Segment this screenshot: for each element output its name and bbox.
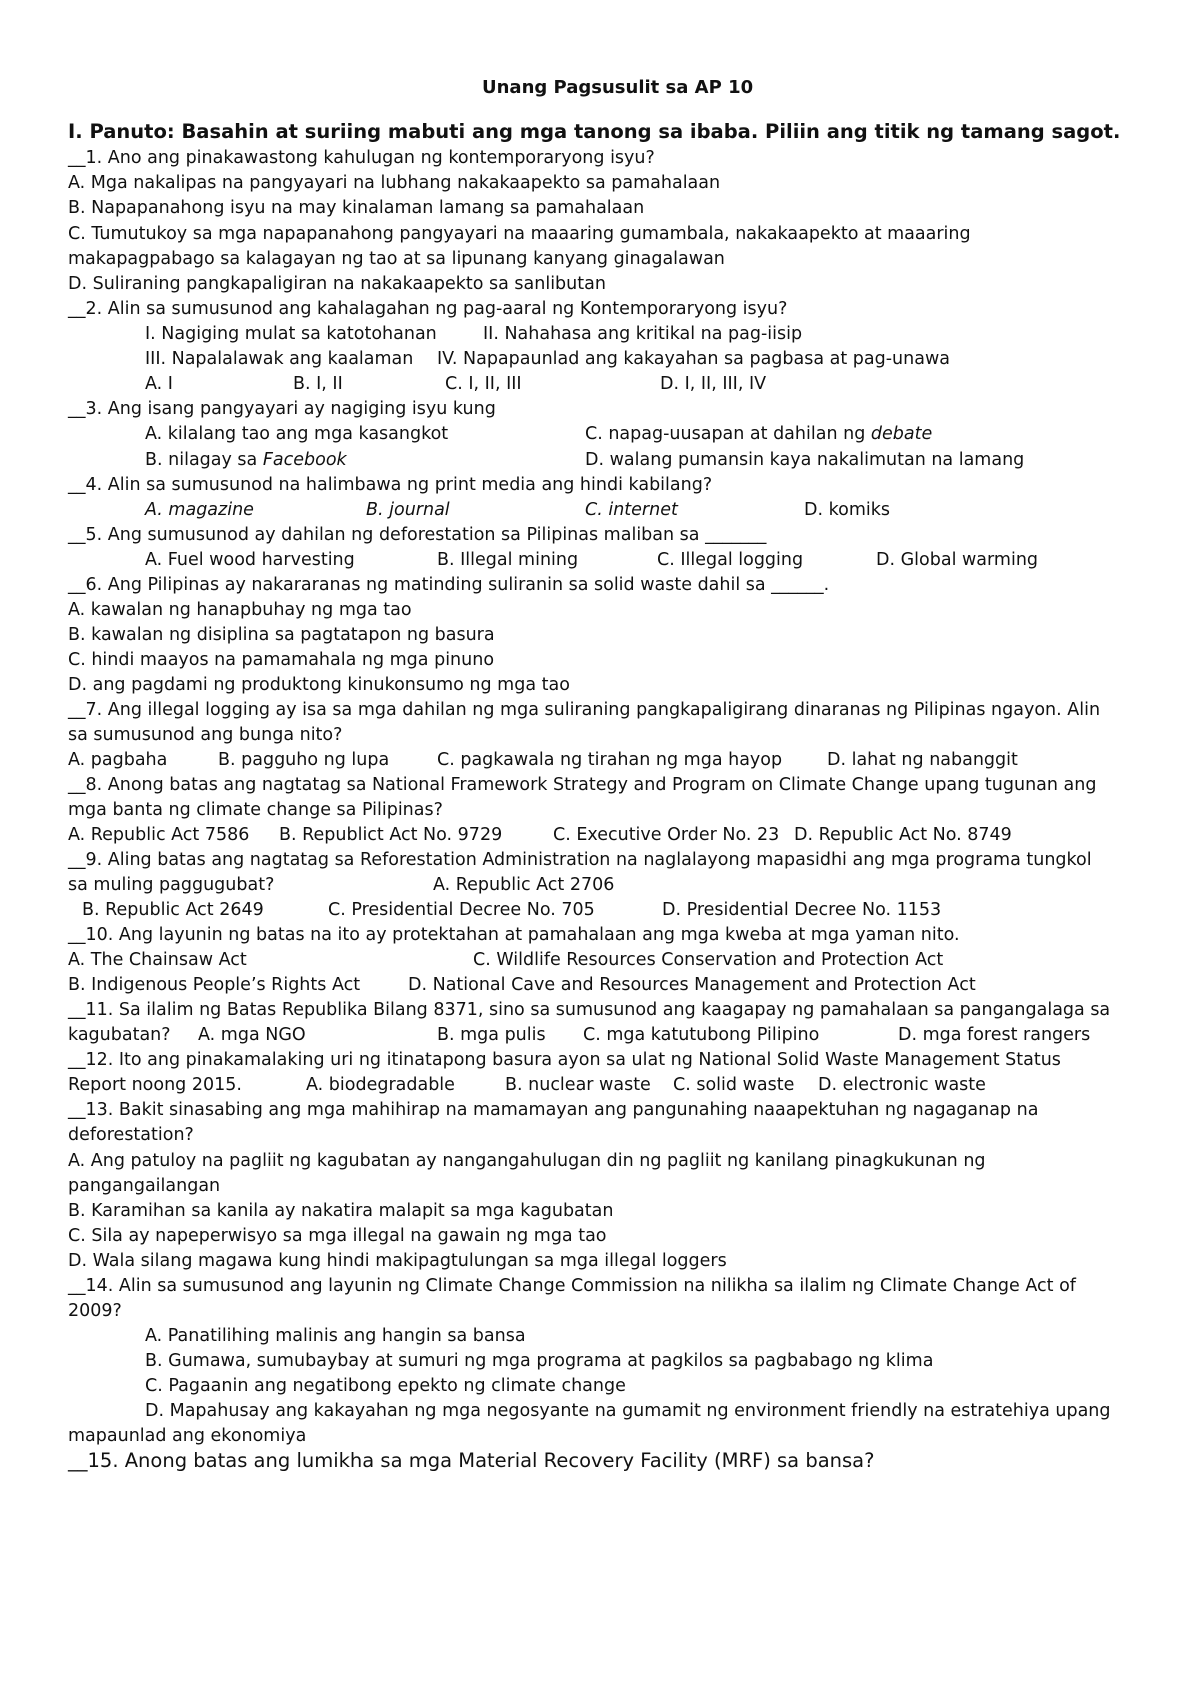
- question-11-cont: kagubatan?: [68, 1025, 171, 1045]
- question-13: __13. Bakit sinasabing ang mga mahihirap na mamamayan ang pangunahing naaapektuhan ng nagaganap na: [68, 1100, 1039, 1120]
- q2-statement-i: I. Nagiging mulat sa katotohanan: [145, 324, 437, 344]
- q8-choice-a: A. Republic Act 7586: [68, 825, 250, 845]
- q7-choice-a: A. pagbaha: [68, 750, 168, 770]
- q2-statement-iii: III. Napalalawak ang kaalaman: [145, 349, 414, 369]
- q9-choice-a: A. Republic Act 2706: [433, 875, 615, 895]
- q5-choice-a: A. Fuel wood harvesting: [145, 550, 355, 570]
- question-6: __6. Ang Pilipinas ay nakararanas ng matinding suliranin sa solid waste dahil sa ______.: [68, 575, 830, 595]
- question-2: __2. Alin sa sumusunod ang kahalagahan ng pag-aaral ng Kontemporaryong isyu?: [68, 299, 788, 319]
- q6-choice-d: D. ang pagdami ng produktong kinukonsumo ng mga tao: [68, 675, 570, 695]
- q1-choice-d: D. Suliraning pangkapaligiran na nakakaapekto sa sanlibutan: [68, 274, 606, 294]
- q5-choice-b: B. Illegal mining: [437, 550, 579, 570]
- q7-choice-d: D. lahat ng nabanggit: [827, 750, 1018, 770]
- q6-choice-b: B. kawalan ng disiplina sa pagtatapon ng basura: [68, 625, 495, 645]
- question-9: __9. Aling batas ang nagtatag sa Reforestation Administration na naglalayong mapasidhi ang mga programa tungkol: [68, 850, 1092, 870]
- q13-choice-a-cont: pangangailangan: [68, 1176, 221, 1196]
- question-14-cont: 2009?: [68, 1301, 122, 1321]
- question-12-cont: Report noong 2015.: [68, 1075, 242, 1095]
- q2-statement-ii: II. Nahahasa ang kritikal na pag-iisip: [483, 324, 803, 344]
- q14-choice-d-cont: mapaunlad ang ekonomiya: [68, 1426, 307, 1446]
- question-9-cont: sa muling paggugubat?: [68, 875, 275, 895]
- q3-choice-a: A. kilalang tao ang mga kasangkot: [145, 424, 449, 444]
- q11-choice-a: A. mga NGO: [198, 1025, 306, 1045]
- q1-choice-c-cont: makapagpabago sa kalagayan ng tao at sa lipunang kanyang ginagalawan: [68, 249, 725, 269]
- question-8: __8. Anong batas ang nagtatag sa National Framework Strategy and Program on Climate Change upang tugunan ang: [68, 775, 1097, 795]
- question-11: __11. Sa ilalim ng Batas Republika Bilang 8371, sino sa sumusunod ang kaagapay ng pamahalaan sa pangangalaga sa: [68, 1000, 1111, 1020]
- q4-choice-b: B. journal: [366, 500, 450, 520]
- q2-choice-a: A. I: [145, 374, 173, 394]
- q1-choice-c: C. Tumutukoy sa mga napapanahong pangyayari na maaaring gumambala, nakakaapekto at maaaring: [68, 224, 971, 244]
- q9-choice-b: B. Republic Act 2649: [82, 900, 264, 920]
- question-3: __3. Ang isang pangyayari ay nagiging isyu kung: [68, 399, 496, 419]
- q12-choice-d: D. electronic waste: [818, 1075, 986, 1095]
- q14-choice-c: C. Pagaanin ang negatibong epekto ng climate change: [145, 1376, 626, 1396]
- q11-choice-d: D. mga forest rangers: [898, 1025, 1091, 1045]
- q5-choice-c: C. Illegal logging: [657, 550, 804, 570]
- q2-choice-d: D. I, II, III, IV: [660, 374, 767, 394]
- q3-choice-c: C. napag-uusapan at dahilan ng debate: [585, 424, 933, 444]
- instruction: I. Panuto: Basahin at suriing mabuti ang mga tanong sa ibaba. Piliin ang titik ng tamang sagot.: [68, 120, 1121, 143]
- question-4: __4. Alin sa sumusunod na halimbawa ng print media ang hindi kabilang?: [68, 475, 713, 495]
- question-13-cont: deforestation?: [68, 1125, 194, 1145]
- q6-choice-a: A. kawalan ng hanapbuhay ng mga tao: [68, 600, 412, 620]
- q10-choice-c: C. Wildlife Resources Conservation and Protection Act: [473, 950, 944, 970]
- q8-choice-c: C. Executive Order No. 23: [553, 825, 780, 845]
- question-7: __7. Ang illegal logging ay isa sa mga dahilan ng mga suliraning pangkapaligirang dinaranas ng Pilipinas ngayon. Alin: [68, 700, 1101, 720]
- q6-choice-c: C. hindi maayos na pamamahala ng mga pinuno: [68, 650, 495, 670]
- question-15: __15. Anong batas ang lumikha sa mga Material Recovery Facility (MRF) sa bansa?: [68, 1449, 875, 1472]
- question-8-cont: mga banta ng climate change sa Pilipinas?: [68, 800, 443, 820]
- q3-choice-b: B. nilagay sa Facebook: [145, 450, 347, 470]
- q12-choice-b: B. nuclear waste: [505, 1075, 651, 1095]
- exam-title: Unang Pagsusulit sa AP 10: [482, 77, 754, 98]
- q12-choice-a: A. biodegradable: [306, 1075, 455, 1095]
- q9-choice-c: C. Presidential Decree No. 705: [328, 900, 595, 920]
- q4-choice-a: A. magazine: [145, 500, 254, 520]
- question-12: __12. Ito ang pinakamalaking uri ng itinatapong basura ayon sa ulat ng National Solid Waste Management Status: [68, 1050, 1061, 1070]
- q11-choice-b: B. mga pulis: [437, 1025, 546, 1045]
- q13-choice-c: C. Sila ay napeperwisyo sa mga illegal na gawain ng mga tao: [68, 1226, 607, 1246]
- q4-choice-d: D. komiks: [804, 500, 890, 520]
- q8-choice-d: D. Republic Act No. 8749: [794, 825, 1012, 845]
- q2-choice-b: B. I, II: [293, 374, 343, 394]
- q12-choice-c: C. solid waste: [673, 1075, 795, 1095]
- q10-choice-a: A. The Chainsaw Act: [68, 950, 247, 970]
- q1-choice-a: A. Mga nakalipas na pangyayari na lubhang nakakaapekto sa pamahalaan: [68, 173, 721, 193]
- q13-choice-b: B. Karamihan sa kanila ay nakatira malapit sa mga kagubatan: [68, 1201, 614, 1221]
- question-14: __14. Alin sa sumusunod ang layunin ng Climate Change Commission na nilikha sa ilalim ng Climate Change Act of: [68, 1276, 1076, 1296]
- q14-choice-a: A. Panatilihing malinis ang hangin sa bansa: [145, 1326, 526, 1346]
- q4-choice-c: C. internet: [585, 500, 678, 520]
- q2-choice-c: C. I, II, III: [445, 374, 522, 394]
- q7-choice-c: C. pagkawala ng tirahan ng mga hayop: [437, 750, 783, 770]
- q1-choice-b: B. Napapanahong isyu na may kinalaman lamang sa pamahalaan: [68, 198, 645, 218]
- q11-choice-c: C. mga katutubong Pilipino: [583, 1025, 820, 1045]
- q5-choice-d: D. Global warming: [876, 550, 1039, 570]
- q13-choice-d: D. Wala silang magawa kung hindi makipagtulungan sa mga illegal loggers: [68, 1251, 727, 1271]
- q8-choice-b: B. Republict Act No. 9729: [279, 825, 503, 845]
- question-10: __10. Ang layunin ng batas na ito ay protektahan at pamahalaan ang mga kweba at mga yaman nito.: [68, 925, 960, 945]
- q14-choice-b: B. Gumawa, sumubaybay at sumuri ng mga programa at pagkilos sa pagbabago ng klima: [145, 1351, 934, 1371]
- q3-choice-d: D. walang pumansin kaya nakalimutan na lamang: [585, 450, 1025, 470]
- q10-choice-b: B. Indigenous People’s Rights Act: [68, 975, 361, 995]
- question-5: __5. Ang sumusunod ay dahilan ng deforestation sa Pilipinas maliban sa _______: [68, 525, 767, 545]
- question-1: __1. Ano ang pinakawastong kahulugan ng kontemporaryong isyu?: [68, 148, 655, 168]
- q7-choice-b: B. pagguho ng lupa: [218, 750, 390, 770]
- q10-choice-d: D. National Cave and Resources Management and Protection Act: [408, 975, 976, 995]
- question-7-cont: sa sumusunod ang bunga nito?: [68, 725, 343, 745]
- q13-choice-a: A. Ang patuloy na pagliit ng kagubatan ay nangangahulugan din ng pagliit ng kanilang pinagkukunan ng: [68, 1151, 986, 1171]
- q9-choice-d: D. Presidential Decree No. 1153: [662, 900, 942, 920]
- q2-statement-iv: IV. Napapaunlad ang kakayahan sa pagbasa at pag-unawa: [437, 349, 950, 369]
- q14-choice-d: D. Mapahusay ang kakayahan ng mga negosyante na gumamit ng environment friendly na estratehiya upang: [145, 1401, 1111, 1421]
